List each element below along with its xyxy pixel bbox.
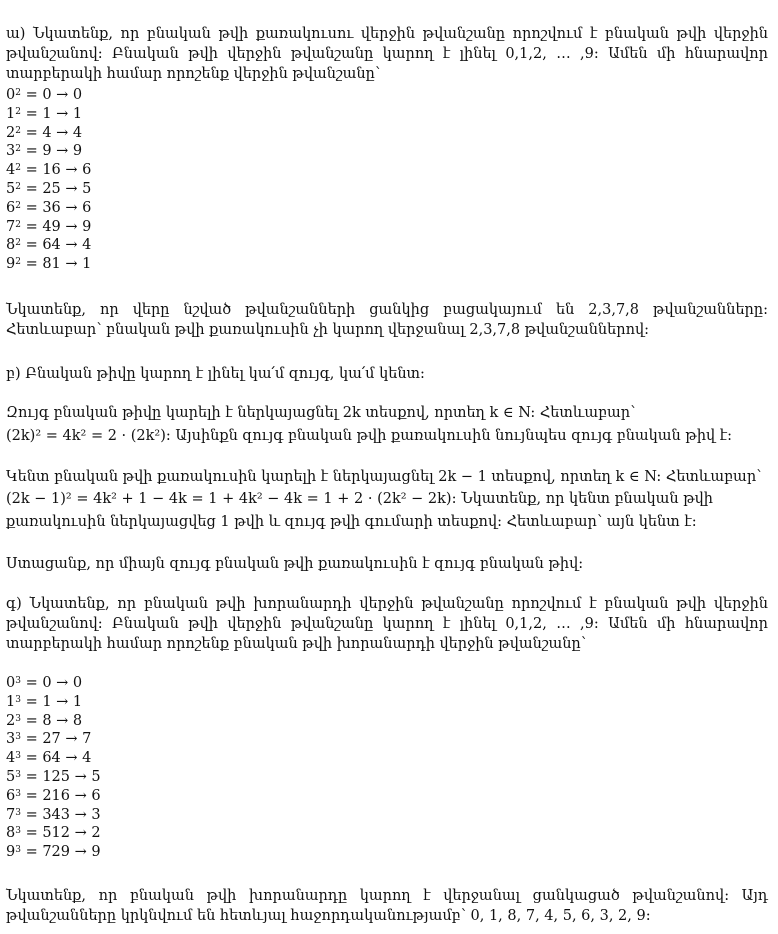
base: 2 xyxy=(6,712,16,729)
base: 7 xyxy=(6,218,16,235)
square-row xyxy=(6,86,82,105)
result: = 1 → 1 xyxy=(20,105,83,122)
base: 9 xyxy=(6,844,16,861)
result: = 216 → 6 xyxy=(20,787,101,804)
square-row xyxy=(6,236,91,255)
exponent: 3 xyxy=(15,807,21,818)
cube-row xyxy=(6,806,101,825)
result: = 81 → 1 xyxy=(20,256,92,273)
result: = 0 → 0 xyxy=(20,87,83,103)
result: = 8 → 8 xyxy=(20,712,83,729)
square-row xyxy=(6,124,82,143)
exponent: 2 xyxy=(15,257,21,268)
cube-row xyxy=(6,787,101,806)
result: = 512 → 2 xyxy=(20,825,101,842)
exponent: 2 xyxy=(15,144,21,155)
result: = 25 → 5 xyxy=(20,181,92,197)
cube-row xyxy=(6,730,91,749)
cube-row xyxy=(6,749,91,768)
square-row xyxy=(6,255,91,274)
result: = 0 → 0 xyxy=(20,675,83,691)
base: 4 xyxy=(6,162,16,179)
cube-row xyxy=(6,693,82,712)
exponent: 2 xyxy=(15,200,21,211)
cube-row xyxy=(6,824,101,843)
cube-row xyxy=(6,674,82,693)
cube-row xyxy=(6,712,82,731)
base: 7 xyxy=(6,806,16,823)
result: = 49 → 9 xyxy=(20,218,92,235)
base: 5 xyxy=(6,181,16,197)
exponent: 2 xyxy=(15,238,21,249)
odd-line-1: Կենտ բնական թվի քառակուսին կարելի է ներկայացնել 2k − 1 տեսքով, որտեղ k ∈ N: Հետևաբար՝ xyxy=(6,469,762,485)
square-row xyxy=(6,161,91,180)
even-line-2: (2k)² = 4k² = 2 · (2k²): Այսինքն զույգ բնական թվի քառակուսին նույնպես զույգ բնական թիվ է: xyxy=(6,428,733,444)
base: 6 xyxy=(6,787,16,804)
result: = 1 → 1 xyxy=(20,693,83,710)
section-c-intro: գ) Նկատենք, որ բնական թվի խորանարդի վերջին թվանշանը որոշվում է բնական թվի վերջին թվանշանով: Բնական թվի վերջին թվանշանը կարող է լինել 0,1,2, … ,9: Ամեն մի հնարավոր տարբերակի համար որոշենք բնական թվի խորանարդի վերջին թվանշանը՝ xyxy=(6,596,768,652)
result: = 4 → 4 xyxy=(20,124,83,141)
base: 1 xyxy=(6,693,16,710)
cube-row xyxy=(6,843,101,862)
odd-line-3: քառակուսին ներկայացվեց 1 թվի և զույգ թվի գումարի տեսքով: Հետևաբար՝ այն կենտ է: xyxy=(6,514,697,530)
square-row xyxy=(6,105,82,124)
exponent: 2 xyxy=(15,106,21,117)
section-c-conclusion: Նկատենք, որ բնական թվի խորանարդը կարող է վերջանալ ցանկացած թվանշանով: Այդ թվանշանները կրկնվում են հետևյալ հաջորդականությամբ՝ 0, 1, 8, 7, 4, 5, 6, 3, 2, 9: xyxy=(6,888,768,924)
cube-row xyxy=(6,768,101,787)
exponent: 3 xyxy=(15,826,21,837)
exponent: 3 xyxy=(15,845,21,856)
result: = 125 → 5 xyxy=(20,769,101,785)
odd-line-2: (2k − 1)² = 4k² + 1 − 4k = 1 + 4k² − 4k = 1 + 2 · (2k² − 2k): Նկատենք, որ կենտ բնական թվի xyxy=(6,491,713,507)
result: = 729 → 9 xyxy=(20,844,101,861)
base: 2 xyxy=(6,124,16,141)
exponent: 3 xyxy=(15,676,21,686)
exponent: 3 xyxy=(15,788,21,799)
exponent: 2 xyxy=(15,219,21,230)
result: = 64 → 4 xyxy=(20,750,92,767)
result: = 64 → 4 xyxy=(20,237,92,254)
exponent: 3 xyxy=(15,770,21,780)
section-a-conclusion: Նկատենք, որ վերը նշված թվանշանների ցանկից բացակայում են 2,3,7,8 թվանշանները: Հետևաբար՝ բնական թվի քառակուսին չի կարող վերջանալ 2,3,7,8 թվանշաններով: xyxy=(6,302,768,338)
section-a-intro: ա) Նկատենք, որ բնական թվի քառակուսու վերջին թվանշանը որոշվում է բնական թվի վերջին թվանշանով: Բնական թվի վերջին թվանշանը կարող է լինել 0,1,2, … ,9: Ամեն մի հնարավոր տարբերակի համար որոշենք վերջին թվանշանը՝ xyxy=(6,26,768,82)
result: = 27 → 7 xyxy=(20,731,92,748)
base: 8 xyxy=(6,825,16,842)
result: = 16 → 6 xyxy=(20,162,92,179)
base: 4 xyxy=(6,750,16,767)
exponent: 3 xyxy=(15,694,21,705)
base: 9 xyxy=(6,256,16,273)
section-b-intro: բ) Բնական թիվը կարող է լինել կա՛մ զույգ, կա՛մ կենտ: xyxy=(6,366,425,382)
exponent: 3 xyxy=(15,713,21,724)
exponent: 2 xyxy=(15,125,21,136)
base: 0 xyxy=(6,87,16,103)
exponent: 2 xyxy=(15,163,21,174)
section-b-conclusion: Ստացանք, որ միայն զույգ բնական թվի քառակուսին է զույգ բնական թիվ: xyxy=(6,556,584,572)
base: 8 xyxy=(6,237,16,254)
result: = 9 → 9 xyxy=(20,143,83,160)
square-row xyxy=(6,142,82,161)
square-row xyxy=(6,218,91,237)
base: 0 xyxy=(6,675,16,691)
result: = 36 → 6 xyxy=(20,199,92,216)
exponent: 2 xyxy=(15,182,21,192)
base: 5 xyxy=(6,769,16,785)
base: 3 xyxy=(6,731,16,748)
base: 3 xyxy=(6,143,16,160)
square-row xyxy=(6,199,91,218)
square-row xyxy=(6,180,91,199)
base: 6 xyxy=(6,199,16,216)
exponent: 3 xyxy=(15,732,21,743)
even-line-1: Զույգ բնական թիվը կարելի է ներկայացնել 2k տեսքով, որտեղ k ∈ N: Հետևաբար՝ xyxy=(6,405,636,421)
exponent: 2 xyxy=(15,88,21,98)
result: = 343 → 3 xyxy=(20,806,101,823)
exponent: 3 xyxy=(15,751,21,762)
base: 1 xyxy=(6,105,16,122)
